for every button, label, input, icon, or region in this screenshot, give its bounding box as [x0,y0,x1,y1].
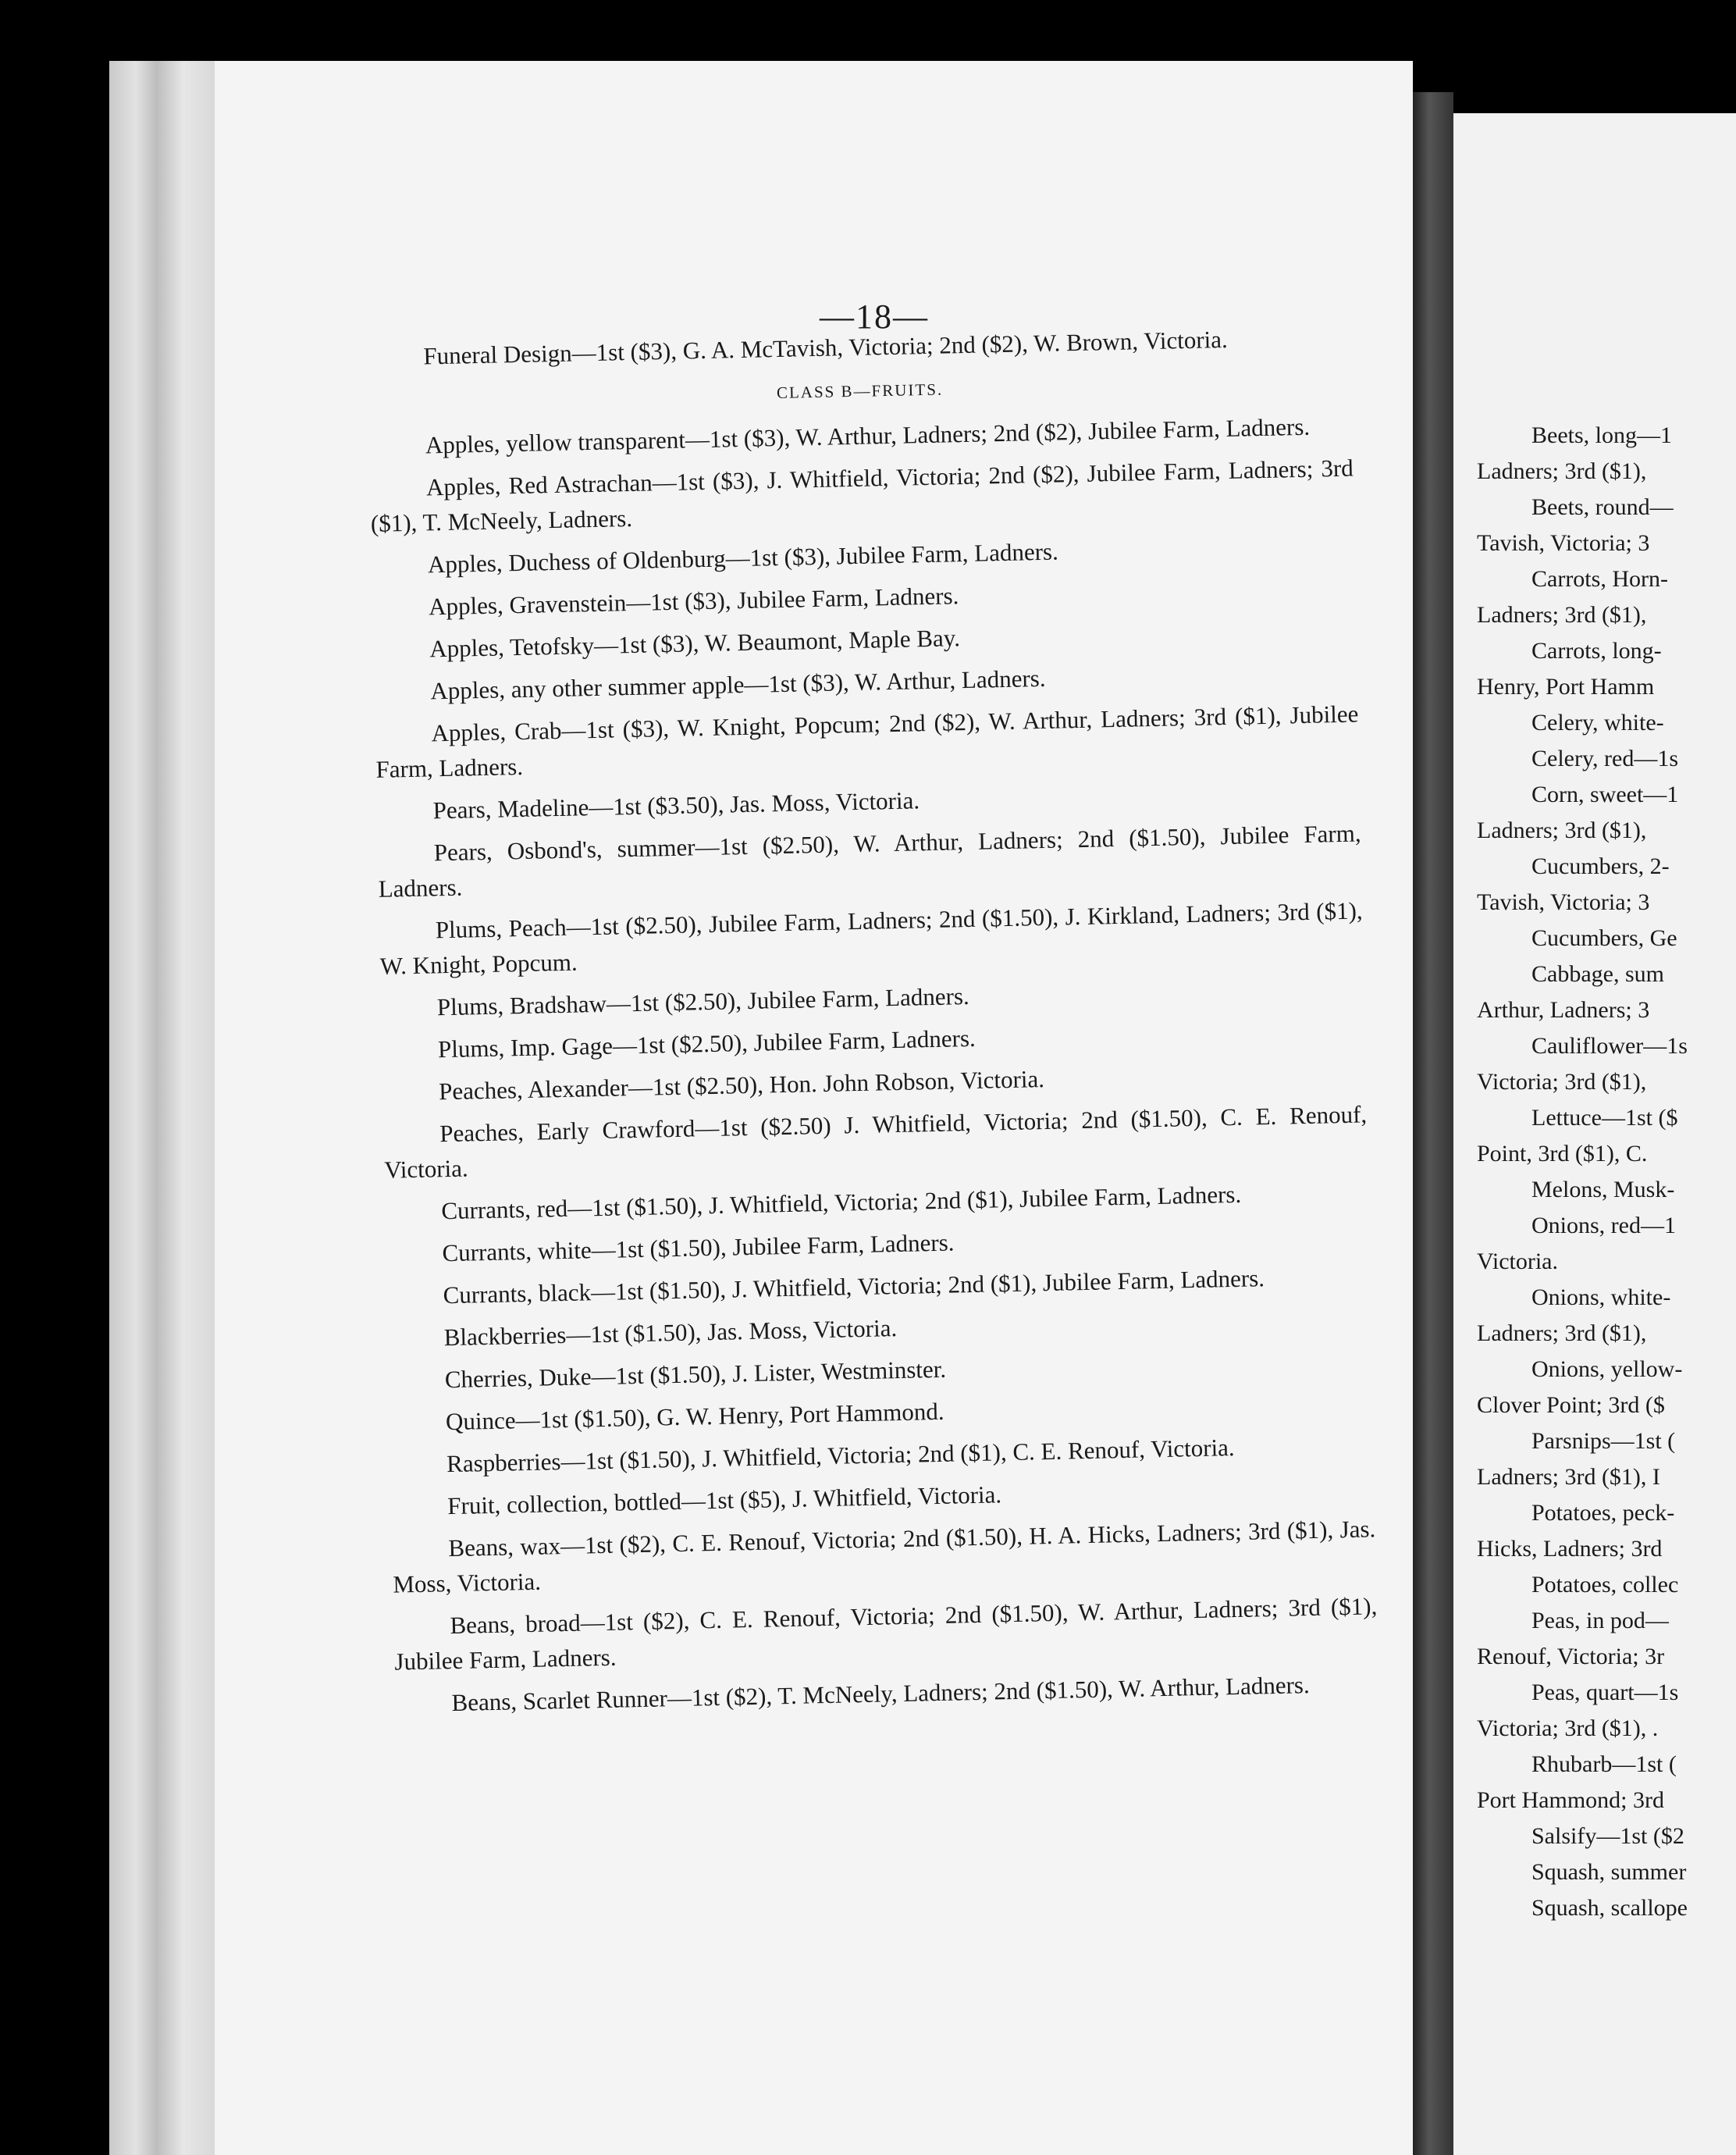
prize-entry: Beans, broad—1st ($2), C. E. Renouf, Victoria; 2nd ($1.50), W. Arthur, Ladners; 3rd ($1), Jubilee Farm, Ladners. [394,1592,1378,1676]
prize-entry: Apples, Tetofsky—1st ($3), W. Beaumont, Maple Bay. [429,624,961,663]
right-page-line: Ladners; 3rd ($1), [1477,602,1647,628]
prize-entry: Raspberries—1st ($1.50), J. Whitfield, Victoria; 2nd ($1), C. E. Renouf, Victoria. [446,1434,1235,1478]
right-page-line: Renouf, Victoria; 3r [1477,1644,1665,1669]
left-page-text [367,319,1379,1729]
right-page-line: Rhubarb—1st ( [1531,1751,1677,1777]
prize-entry: Quince—1st ($1.50), G. W. Henry, Port Hammond. [445,1397,944,1436]
right-page-line: Peas, quart—1s [1531,1679,1679,1705]
right-page-line: Onions, red—1 [1531,1213,1676,1238]
right-page-line: Clover Point; 3rd ($ [1477,1392,1665,1418]
right-page-line: Peas, in pod— [1531,1608,1669,1633]
right-page-line: Cucumbers, Ge [1531,925,1677,951]
prize-entry: Currants, red—1st ($1.50), J. Whitfield, Victoria; 2nd ($1), Jubilee Farm, Ladners. [441,1180,1242,1225]
right-page-line: Victoria. [1477,1248,1558,1274]
book-gutter [1413,92,1453,2155]
prize-entry: Pears, Osbond's, summer—1st ($2.50), W. Arthur, Ladners; 2nd ($1.50), Jubilee Farm, Ladners. [378,819,1361,903]
right-page-line: Cabbage, sum [1531,961,1664,987]
right-page-line: Cauliflower—1s [1531,1033,1688,1059]
right-page-line: Potatoes, collec [1531,1572,1679,1598]
right-page-line: Victoria; 3rd ($1), [1477,1069,1647,1095]
right-page-line: Celery, red—1s [1531,746,1678,771]
right-page-line: Corn, sweet—1 [1531,782,1679,807]
right-page-line: Victoria; 3rd ($1), . [1477,1715,1659,1741]
right-page-line: Squash, summer [1531,1859,1687,1885]
prize-entry: Beans, wax—1st ($2), C. E. Renouf, Victoria; 2nd ($1.50), H. A. Hicks, Ladners; 3rd ($1), Jas. Moss, Victoria. [393,1515,1376,1598]
prize-entry: Apples, Red Astrachan—1st ($3), J. Whitfield, Victoria; 2nd ($2), Jubilee Farm, Ladners; 3rd ($1), T. McNeely, Ladners. [370,454,1354,537]
right-page-line: Squash, scallope [1531,1895,1688,1921]
right-page-line: Lettuce—1st ($ [1531,1105,1678,1131]
entries-list [368,408,1378,1722]
right-page-line: Parsnips—1st ( [1531,1428,1676,1454]
prize-entry: Currants, white—1st ($1.50), Jubilee Farm, Ladners. [442,1228,955,1267]
right-page-line: Carrots, long- [1531,638,1662,664]
prize-entry: Cherries, Duke—1st ($1.50), J. Lister, Westminster. [444,1355,947,1394]
right-page-line: Carrots, Horn- [1531,566,1668,592]
right-page-text [1477,418,1736,1926]
right-page-line: Cucumbers, 2- [1531,853,1670,879]
prize-entry: Fruit, collection, bottled—1st ($5), J. Whitfield, Victoria. [446,1480,1002,1520]
right-page-line: Celery, white- [1531,710,1664,736]
prize-entry: Apples, Gravenstein—1st ($3), Jubilee Farm, Ladners. [428,582,959,621]
right-page-line: Ladners; 3rd ($1), I [1477,1464,1660,1490]
prize-entry: Apples, Crab—1st ($3), W. Knight, Popcum; 2nd ($2), W. Arthur, Ladners; 3rd ($1), Jubilee Farm, Ladners. [375,700,1359,783]
prize-entry: Peaches, Alexander—1st ($2.50), Hon. John Robson, Victoria. [438,1065,1045,1106]
prize-entry: Blackberries—1st ($1.50), Jas. Moss, Victoria. [443,1314,898,1352]
right-page-line: Melons, Musk- [1531,1177,1675,1202]
right-page-line: Onions, white- [1531,1284,1671,1310]
right-page [1453,113,1736,2155]
right-page-line: Port Hammond; 3rd [1477,1787,1664,1813]
right-page-line: Ladners; 3rd ($1), [1477,458,1647,484]
prize-entry: Pears, Madeline—1st ($3.50), Jas. Moss, Victoria. [432,786,920,825]
prize-entry: Peaches, Early Crawford—1st ($2.50) J. Whitfield, Victoria; 2nd ($1.50), C. E. Renouf, Victoria. [383,1100,1368,1184]
right-page-line: Ladners; 3rd ($1), [1477,817,1647,843]
intro-entry: Funeral Design—1st ($3), G. A. McTavish, Victoria; 2nd ($2), W. Brown, Victoria. [423,325,1229,370]
right-page-line: Beets, round— [1531,494,1674,520]
right-page-line: Point, 3rd ($1), C. [1477,1141,1648,1167]
right-page-line: Potatoes, peck- [1531,1500,1675,1526]
class-heading: CLASS B—FRUITS. [776,379,944,403]
prize-entry: Plums, Bradshaw—1st ($2.50), Jubilee Farm, Ladners. [436,982,970,1021]
prize-entry: Plums, Imp. Gage—1st ($2.50), Jubilee Farm, Ladners. [437,1024,976,1063]
right-page-line: Arthur, Ladners; 3 [1477,997,1650,1023]
prize-entry: Apples, any other summer apple—1st ($3), W. Arthur, Ladners. [430,664,1046,705]
prize-entry: Currants, black—1st ($1.50), J. Whitfield, Victoria; 2nd ($1), Jubilee Farm, Ladners. [443,1264,1265,1309]
prize-entry: Beans, Scarlet Runner—1st ($2), T. McNeely, Ladners; 2nd ($1.50), W. Arthur, Ladners. [451,1671,1311,1717]
page-edge-stack [109,61,215,2155]
right-page-line: Salsify—1st ($2 [1531,1823,1684,1849]
right-page-line: Henry, Port Hamm [1477,674,1655,700]
page-number: —18— [820,297,929,336]
right-page-line: Tavish, Victoria; 3 [1477,530,1650,556]
right-page-line: Hicks, Ladners; 3rd [1477,1536,1663,1562]
prize-entry: Apples, yellow transparent—1st ($3), W. Arthur, Ladners; 2nd ($2), Jubilee Farm, Ladners. [425,412,1311,459]
right-page-line: Onions, yellow- [1531,1356,1683,1382]
prize-entry: Apples, Duchess of Oldenburg—1st ($3), Jubilee Farm, Ladners. [427,537,1059,579]
right-page-line: Ladners; 3rd ($1), [1477,1320,1647,1346]
right-page-line: Beets, long—1 [1531,422,1672,448]
right-page-line: Tavish, Victoria; 3 [1477,889,1650,915]
prize-entry: Plums, Peach—1st ($2.50), Jubilee Farm, Ladners; 2nd ($1.50), J. Kirkland, Ladners; 3rd ($1), W. Knight, Popcum. [379,896,1363,980]
